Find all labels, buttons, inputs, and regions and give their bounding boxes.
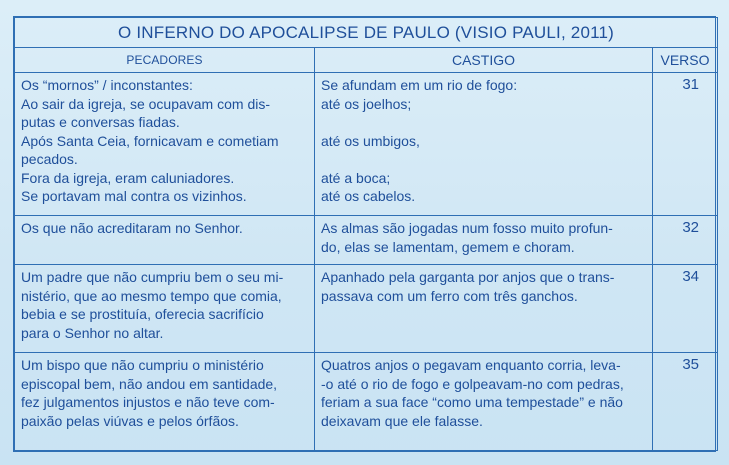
castigo-cell bbox=[315, 216, 653, 265]
castigo-line: até a boca; bbox=[321, 169, 391, 186]
header-verso: VERSO bbox=[653, 48, 718, 73]
table-row bbox=[15, 216, 718, 265]
pecadores-line: paixão pelas viúvas e pelos órfãos. bbox=[21, 412, 239, 429]
verso-cell: 35 bbox=[653, 353, 718, 451]
castigo-cell bbox=[315, 353, 653, 451]
castigo-line: Apanhado pela garganta por anjos que o trans- bbox=[321, 269, 615, 285]
header-row bbox=[15, 48, 718, 73]
pecadores-line: Se portavam mal contra os vizinhos. bbox=[21, 188, 247, 204]
pecadores-line: para o Senhor no altar. bbox=[21, 324, 164, 341]
verso-cell: 32 bbox=[653, 216, 718, 265]
inferno-table-frame bbox=[13, 16, 716, 452]
castigo-line: até os cabelos. bbox=[321, 188, 416, 204]
castigo-line: até os joelhos; bbox=[321, 95, 412, 112]
table-row bbox=[15, 353, 718, 451]
table-title: O INFERNO DO APOCALIPSE DE PAULO (VISIO PAULI, 2011) bbox=[15, 18, 718, 48]
pecadores-cell bbox=[15, 73, 315, 216]
verso-cell: 31 bbox=[653, 73, 718, 216]
pecadores-line: Ao sair da igreja, se ocupavam com dis- bbox=[21, 95, 270, 112]
castigo-line: deixavam que ele falasse. bbox=[321, 412, 483, 429]
pecadores-line: episcopal bem, não andou em santidade, bbox=[21, 375, 278, 392]
pecadores-line: Os que não acreditaram no Senhor. bbox=[21, 220, 243, 236]
pecadores-line: Fora da igreja, eram caluniadores. bbox=[21, 169, 235, 186]
castigo-line: do, elas se lamentam, gemem e choram. bbox=[321, 238, 575, 255]
pecadores-line: bebia e se prostituía, oferecia sacrifício bbox=[21, 306, 264, 322]
castigo-line: -o até o rio de fogo e golpeavam-no com pedras, bbox=[321, 375, 624, 392]
pecadores-line: Após Santa Ceia, fornicavam e cometiam bbox=[21, 132, 279, 149]
table-row bbox=[15, 265, 718, 353]
pecadores-line: Um padre que não cumpriu bem o seu mi- bbox=[21, 269, 284, 285]
castigo-line: Quatros anjos o pegavam enquanto corria, leva- bbox=[321, 357, 621, 373]
header-castigo: CASTIGO bbox=[315, 48, 653, 73]
pecadores-line: Os “mornos” / inconstantes: bbox=[21, 77, 193, 93]
castigo-line: até os umbigos, bbox=[321, 132, 420, 149]
pecadores-line: putas e conversas fiadas. bbox=[21, 114, 180, 130]
castigo-cell bbox=[315, 265, 653, 353]
pecadores-line: pecados. bbox=[21, 151, 78, 167]
pecadores-line: fez julgamentos injustos e não teve com- bbox=[21, 394, 275, 410]
castigo-line: Se afundam em um rio de fogo: bbox=[321, 77, 518, 93]
castigo-line: passava com um ferro com três ganchos. bbox=[321, 287, 578, 304]
header-pecadores: PECADORES bbox=[15, 48, 315, 73]
pecadores-cell bbox=[15, 353, 315, 451]
castigo-cell bbox=[315, 73, 653, 216]
castigo-line: feriam a sua face “como uma tempestade” e não bbox=[321, 394, 623, 410]
pecadores-line: nistério, que ao mesmo tempo que comia, bbox=[21, 287, 282, 304]
inferno-table bbox=[14, 17, 718, 451]
verso-cell: 34 bbox=[653, 265, 718, 353]
castigo-line: As almas são jogadas num fosso muito profun- bbox=[321, 220, 613, 236]
pecadores-line: Um bispo que não cumpriu o ministério bbox=[21, 357, 264, 373]
table-row bbox=[15, 73, 718, 216]
pecadores-cell bbox=[15, 265, 315, 353]
pecadores-cell bbox=[15, 216, 315, 265]
